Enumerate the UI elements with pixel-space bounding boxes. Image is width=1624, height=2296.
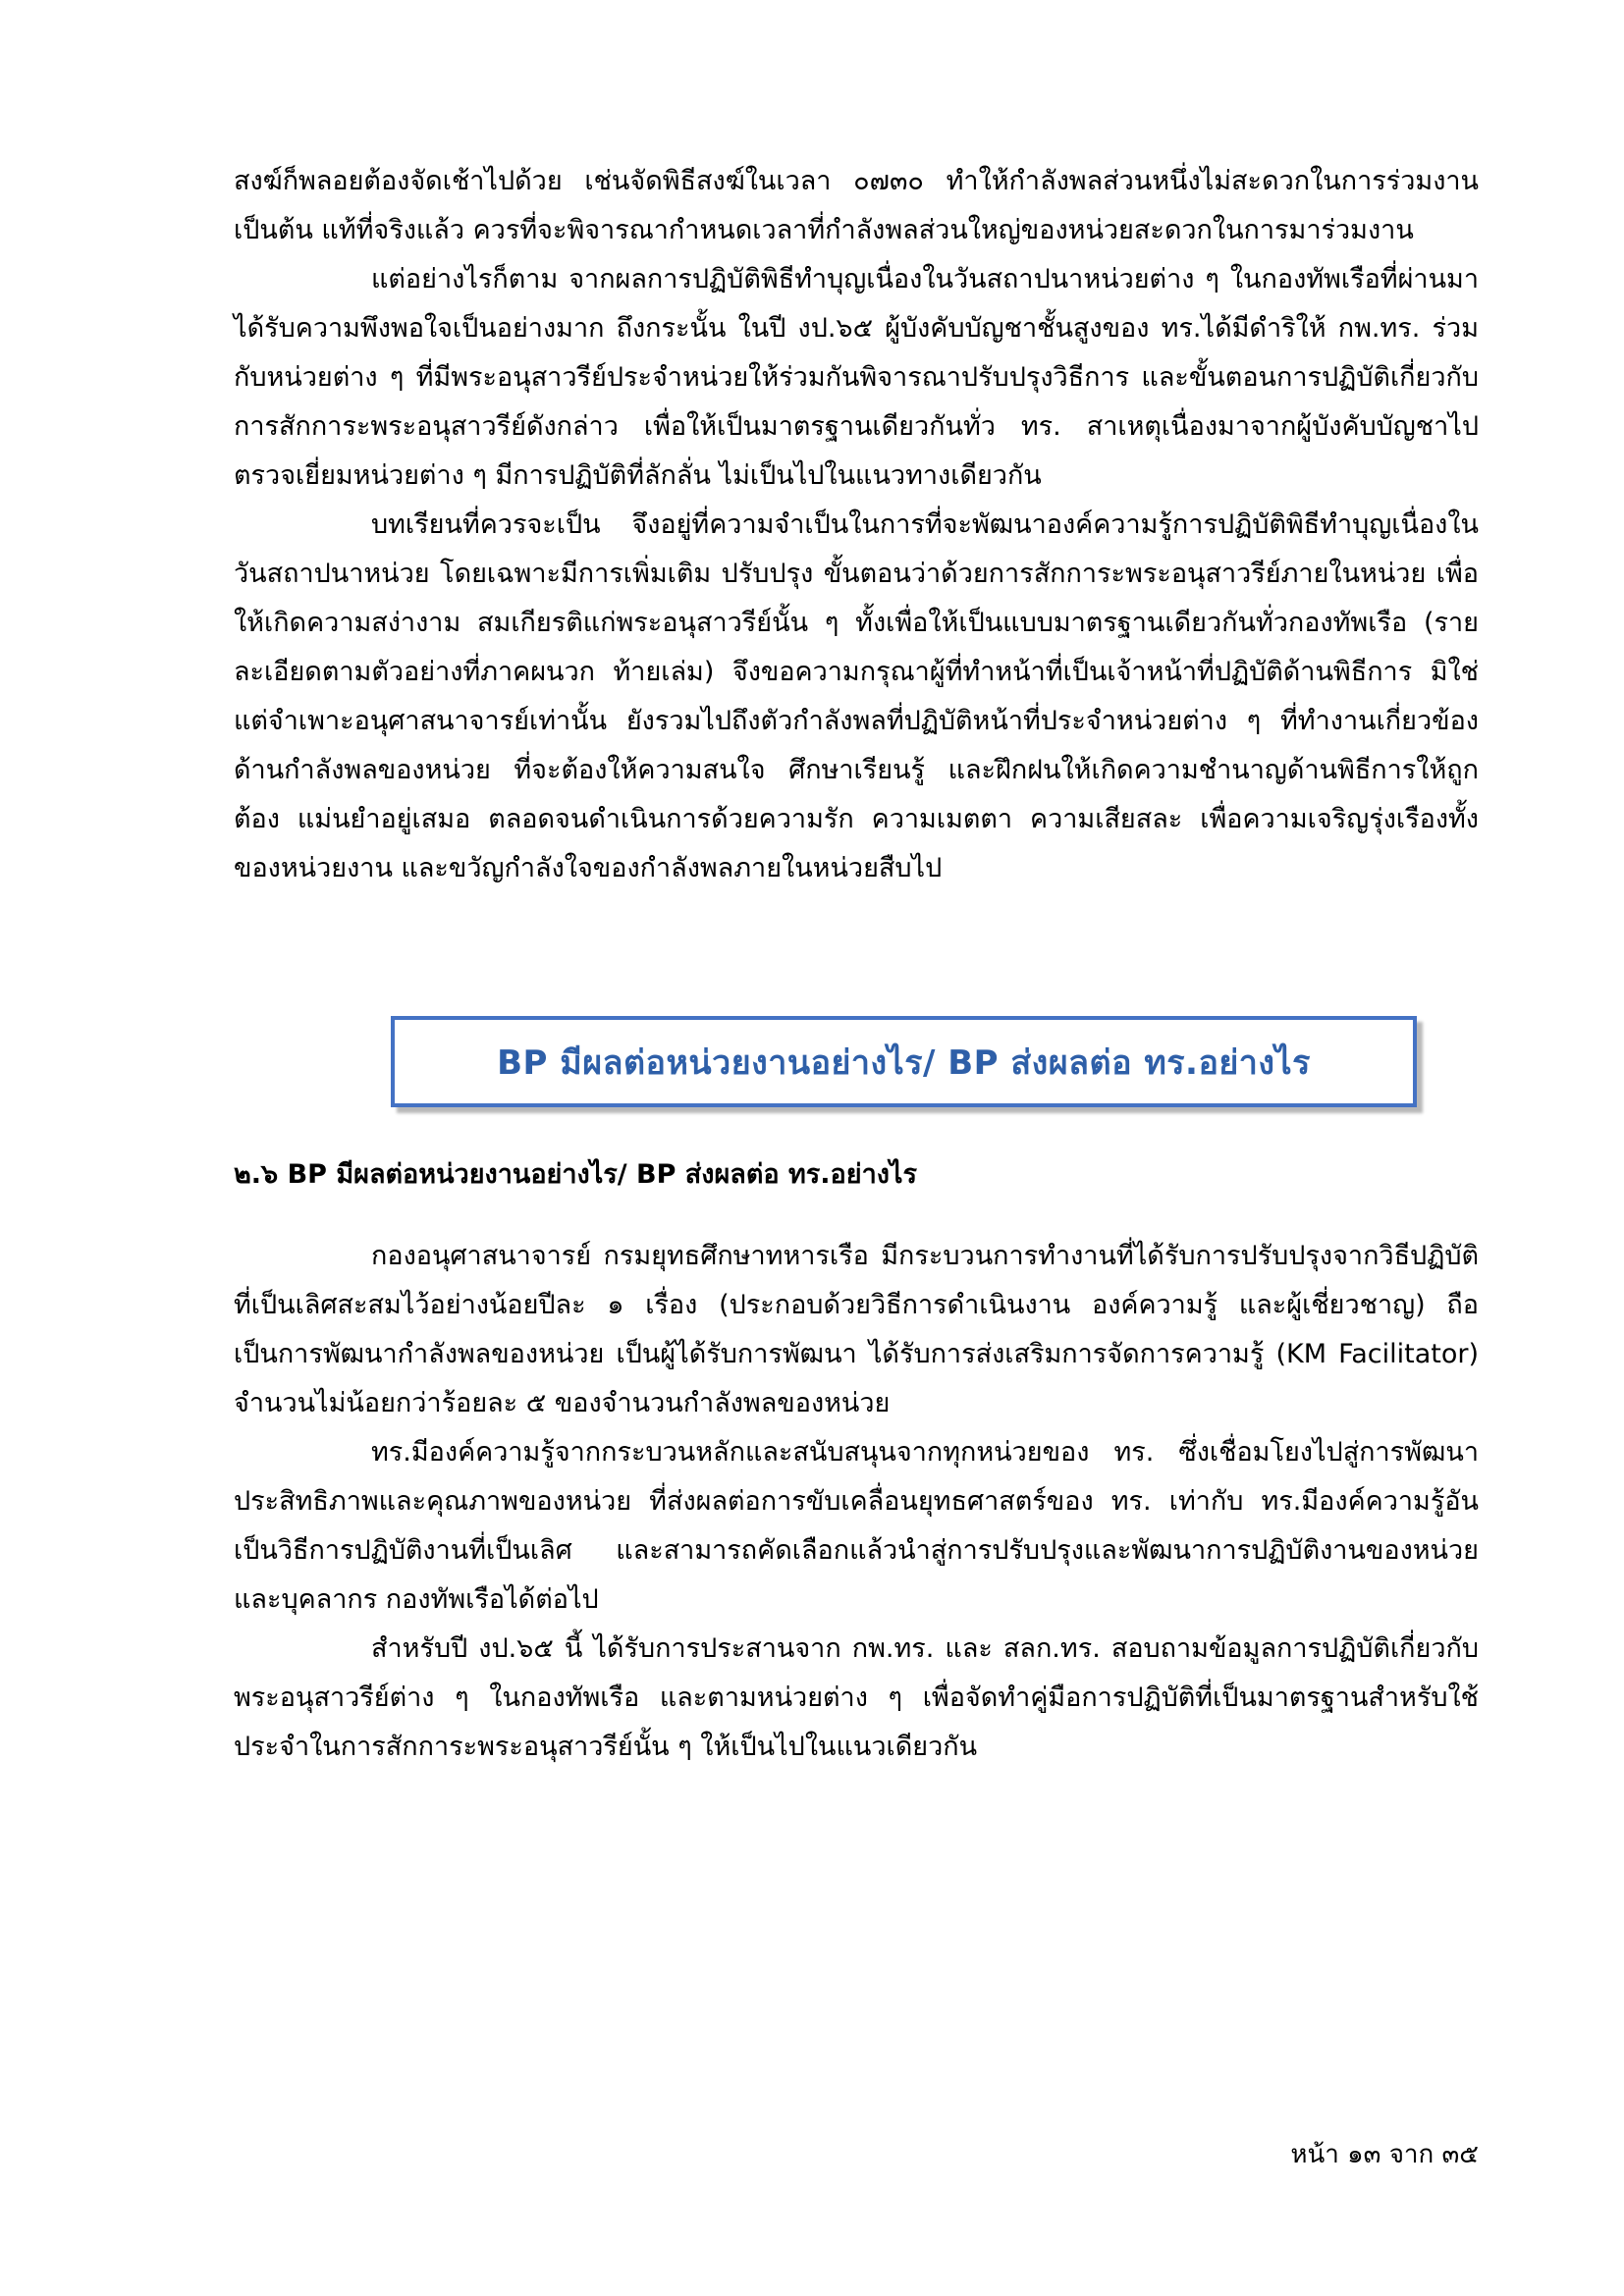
paragraph-chaplain-division: กองอนุศาสนาจารย์ กรมยุทธศึกษาทหารเรือ มีกระบวนการทำงานที่ได้รับการปรับปรุงจากวิธีปฏิบัติที่เป็นเลิศสะสมไว้อย่างน้อยปีละ ๑ เรื่อง (ประกอบด้วยวิธีการดำเนินงาน องค์ความรู้ และผู้เชี่ยวชาญ) ถือเป็นการพัฒนากำลังพลของหน่วย เป็นผู้ได้รับการพัฒนา ได้รับการส่งเสริมการจัดการความรู้ (KM Facilitator) จำนวนไม่น้อยกว่าร้อยละ ๕ ของจำนวนกำลังพลของหน่วย xyxy=(234,1241,1479,1418)
page-number: หน้า ๑๓ จาก ๓๕ xyxy=(1290,2140,1479,2169)
paragraph-navy-knowledge: ทร.มีองค์ความรู้จากกระบวนหลักและสนับสนุนจากทุกหน่วยของ ทร. ซึ่งเชื่อมโยงไปสู่การพัฒนาประสิทธิภาพและคุณภาพของหน่วย ที่ส่งผลต่อการขับเคลื่อนยุทธศาสตร์ของ ทร. เท่ากับ ทร.มีองค์ความรู้อันเป็นวิธีการปฏิบัติงานที่เป็นเลิศ และสามารถคัดเลือกแล้วนำสู่การปรับปรุงและพัฒนาการปฏิบัติงานของหน่วยและบุคลากร กองทัพเรือได้ต่อไป xyxy=(234,1437,1479,1615)
body-text-top xyxy=(234,157,1479,893)
paragraph-however: แต่อย่างไรก็ตาม จากผลการปฏิบัติพิธีทำบุญเนื่องในวันสถาปนาหน่วยต่าง ๆ ในกองทัพเรือที่ผ่านมา ได้รับความพึงพอใจเป็นอย่างมาก ถึงกระนั้น ในปี งป.๖๕ ผู้บังคับบัญชาชั้นสูงของ ทร.ได้มีดำริให้ กพ.ทร. ร่วมกับหน่วยต่าง ๆ ที่มีพระอนุสาวรีย์ประจำหน่วยให้ร่วมกันพิจารณาปรับปรุงวิธีการ และขั้นตอนการปฏิบัติเกี่ยวกับการสักการะพระอนุสาวรีย์ดังกล่าว เพื่อให้เป็นมาตรฐานเดียวกันทั่ว ทร. สาเหตุเนื่องมาจากผู้บังคับบัญชาไปตรวจเยี่ยมหน่วยต่าง ๆ มีการปฏิบัติที่ลักลั่น ไม่เป็นไปในแนวทางเดียวกัน xyxy=(234,264,1479,491)
paragraph-lesson: บทเรียนที่ควรจะเป็น จึงอยู่ที่ความจำเป็นในการที่จะพัฒนาองค์ความรู้การปฏิบัติพิธีทำบุญเนื่องในวันสถาปนาหน่วย โดยเฉพาะมีการเพิ่มเติม ปรับปรุง ขั้นตอนว่าด้วยการสักการะพระอนุสาวรีย์ภายในหน่วย เพื่อให้เกิดความสง่างาม สมเกียรติแก่พระอนุสาวรีย์นั้น ๆ ทั้งเพื่อให้เป็นแบบมาตรฐานเดียวกันทั่วกองทัพเรือ (รายละเอียดตามตัวอย่างที่ภาคผนวก ท้ายเล่ม) จึงขอความกรุณาผู้ที่ทำหน้าที่เป็นเจ้าหน้าที่ปฏิบัติด้านพิธีการ มิใช่แต่จำเพาะอนุศาสนาจารย์เท่านั้น ยังรวมไปถึงตัวกำลังพลที่ปฏิบัติหน้าที่ประจำหน่วยต่าง ๆ ที่ทำงานเกี่ยวข้องด้านกำลังพลของหน่วย ที่จะต้องให้ความสนใจ ศึกษาเรียนรู้ และฝึกฝนให้เกิดความชำนาญด้านพิธีการให้ถูกต้อง แม่นยำอยู่เสมอ ตลอดจนดำเนินการด้วยความรัก ความเมตตา ความเสียสละ เพื่อความเจริญรุ่งเรืองทั้งของหน่วยงาน และขวัญกำลังใจของกำลังพลภายในหน่วยสืบไป xyxy=(234,509,1479,883)
title-box xyxy=(391,1016,1417,1107)
body-text-section xyxy=(234,1232,1479,1772)
title-box-text: BP มีผลต่อหน่วยงานอย่างไร/ BP ส่งผลต่อ ทร.อย่างไร xyxy=(497,1042,1311,1083)
paragraph-continuation: สงฆ์ก็พลอยต้องจัดเช้าไปด้วย เช่นจัดพิธีสงฆ์ในเวลา ๐๗๓๐ ทำให้กำลังพลส่วนหนึ่งไม่สะดวกในการร่วมงาน เป็นต้น แท้ที่จริงแล้ว ควรที่จะพิจารณากำหนดเวลาที่กำลังพลส่วนใหญ่ของหน่วยสะดวกในการมาร่วมงาน xyxy=(234,166,1479,245)
paragraph-fy65: สำหรับปี งป.๖๕ นี้ ได้รับการประสานจาก กพ.ทร. และ สลก.ทร. สอบถามข้อมูลการปฏิบัติเกี่ยวกับพระอนุสาวรีย์ต่าง ๆ ในกองทัพเรือ และตามหน่วยต่าง ๆ เพื่อจัดทำคู่มือการปฏิบัติที่เป็นมาตรฐานสำหรับใช้ประจำในการสักการะพระอนุสาวรีย์นั้น ๆ ให้เป็นไปในแนวเดียวกัน xyxy=(234,1633,1479,1762)
section-heading: ๒.๖ BP มีผลต่อหน่วยงานอย่างไร/ BP ส่งผลต่อ ทร.อย่างไร xyxy=(234,1159,918,1190)
